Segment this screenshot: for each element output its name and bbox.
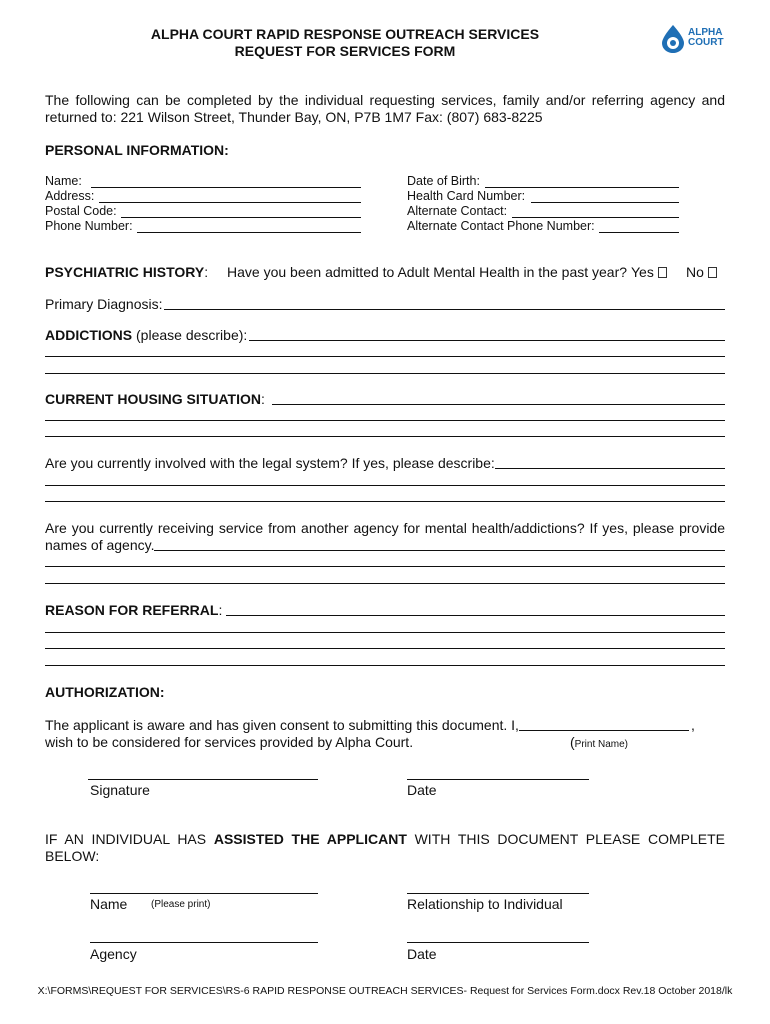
referral-field[interactable]	[226, 603, 725, 616]
logo-word-alpha: ALPHA	[688, 27, 723, 38]
name-field[interactable]	[91, 175, 361, 188]
relationship-line[interactable]	[407, 893, 589, 894]
health-card-label: Health Card Number:	[407, 189, 526, 203]
name-label: Name:	[45, 174, 82, 188]
personal-info-heading: PERSONAL INFORMATION:	[45, 142, 229, 158]
postal-code-label: Postal Code:	[45, 204, 117, 218]
authorization-line1: The applicant is aware and has given consent to submitting this document. I,	[45, 717, 519, 733]
assistant-name-line[interactable]	[90, 893, 318, 894]
print-name-field[interactable]	[519, 718, 689, 731]
alternate-contact-label: Alternate Contact:	[407, 204, 508, 218]
form-title-line1: ALPHA COURT RAPID RESPONSE OUTREACH SERVICES	[150, 26, 540, 42]
psychiatric-question: Have you been admitted to Adult Mental Health in the past year?	[227, 264, 628, 280]
phone-number-field[interactable]	[137, 220, 361, 233]
authorization-heading: AUTHORIZATION:	[45, 684, 165, 700]
assisted-bold: ASSISTED THE APPLICANT	[213, 831, 407, 847]
postal-code-field[interactable]	[121, 205, 361, 218]
address-field[interactable]	[99, 190, 361, 203]
assisted-date-label: Date	[407, 946, 437, 962]
agency-line[interactable]	[90, 942, 318, 943]
assisted-post: WITH THIS DOCUMENT PLEASE COMPLETE	[406, 831, 725, 847]
other-agency-line1: Are you currently receiving service from another agency for mental health/addictions? If yes, please provide	[45, 520, 725, 536]
print-name-text: Print Name)	[574, 739, 629, 750]
alpha-court-logo	[660, 24, 730, 54]
yes-label: Yes	[631, 264, 654, 280]
other-agency-line-3[interactable]	[45, 583, 725, 584]
housing-colon: :	[260, 391, 265, 407]
intro-line1: The following can be completed by the individual requesting services, family and/or referring agency and	[45, 92, 725, 108]
referral-line-2[interactable]	[45, 632, 725, 633]
legal-line-3[interactable]	[45, 501, 725, 502]
authorization-line2: wish to be considered for services provided by Alpha Court.	[45, 734, 414, 750]
intro-line2: returned to: 221 Wilson Street, Thunder Bay, ON, P7B 1M7 Fax: (807) 683-8225	[45, 109, 543, 125]
primary-diagnosis-field[interactable]	[164, 297, 725, 310]
yes-checkbox[interactable]	[658, 267, 667, 278]
authorization-comma: ,	[691, 717, 695, 733]
referral-heading: REASON FOR REFERRAL	[45, 602, 219, 618]
address-label: Address:	[45, 189, 95, 203]
dob-field[interactable]	[485, 175, 679, 188]
assisted-line2: BELOW:	[45, 848, 100, 864]
alternate-phone-label: Alternate Contact Phone Number:	[407, 219, 595, 233]
addictions-line-2[interactable]	[45, 356, 725, 357]
alternate-contact-field[interactable]	[512, 205, 679, 218]
logo-word-court: COURT	[688, 37, 724, 48]
housing-line-3[interactable]	[45, 436, 725, 437]
psychiatric-colon: :	[204, 264, 209, 280]
no-label: No	[686, 264, 704, 280]
health-card-field[interactable]	[531, 190, 679, 203]
alternate-phone-field[interactable]	[599, 220, 679, 233]
housing-field[interactable]	[272, 392, 725, 405]
please-print-note: (Please print)	[151, 899, 211, 910]
legal-question: Are you currently involved with the legal system? If yes, please describe:	[45, 455, 495, 471]
yes-option[interactable]	[631, 264, 667, 280]
agency-label: Agency	[90, 946, 137, 962]
auth-date-line[interactable]	[407, 779, 589, 780]
assisted-pre: IF AN INDIVIDUAL HAS	[45, 831, 214, 847]
addictions-note: (please describe):	[136, 327, 248, 343]
no-option[interactable]	[686, 264, 717, 280]
housing-line-2[interactable]	[45, 420, 725, 421]
referral-colon: :	[218, 602, 223, 618]
referral-line-3[interactable]	[45, 648, 725, 649]
referral-row	[45, 602, 222, 618]
primary-diagnosis-label: Primary Diagnosis:	[45, 296, 163, 312]
addictions-row	[45, 327, 247, 343]
housing-heading: CURRENT HOUSING SITUATION	[45, 391, 261, 407]
phone-number-label: Phone Number:	[45, 219, 133, 233]
water-drop-icon	[660, 24, 686, 54]
psychiatric-history-row	[45, 264, 208, 280]
relationship-label: Relationship to Individual	[407, 896, 563, 912]
form-title-line2: REQUEST FOR SERVICES FORM	[234, 43, 456, 59]
referral-line-4[interactable]	[45, 665, 725, 666]
no-checkbox[interactable]	[708, 267, 717, 278]
other-agency-line-2[interactable]	[45, 566, 725, 567]
addictions-heading: ADDICTIONS	[45, 327, 133, 343]
auth-date-label: Date	[407, 782, 437, 798]
assisted-date-line[interactable]	[407, 942, 589, 943]
other-agency-field[interactable]	[154, 538, 725, 551]
assistant-name-label: Name	[90, 896, 128, 912]
dob-label: Date of Birth:	[407, 174, 480, 188]
other-agency-line2: names of agency.	[45, 537, 155, 553]
legal-line-2[interactable]	[45, 485, 725, 486]
addictions-line-3[interactable]	[45, 373, 725, 374]
psychiatric-history-heading: PSYCHIATRIC HISTORY	[45, 264, 205, 280]
signature-line[interactable]	[88, 779, 318, 780]
print-name-caption	[570, 734, 628, 753]
print-name-paren: (	[570, 734, 575, 750]
signature-label: Signature	[90, 782, 150, 798]
housing-row	[45, 391, 265, 407]
legal-field[interactable]	[495, 456, 725, 469]
assisted-line1	[45, 831, 725, 847]
footer-file-path: X:\FORMS\REQUEST FOR SERVICES\RS-6 RAPID RESPONSE OUTREACH SERVICES- Request for Services Form.docx Rev.18 October 2018/lk	[37, 985, 733, 997]
addictions-field[interactable]	[249, 328, 725, 341]
